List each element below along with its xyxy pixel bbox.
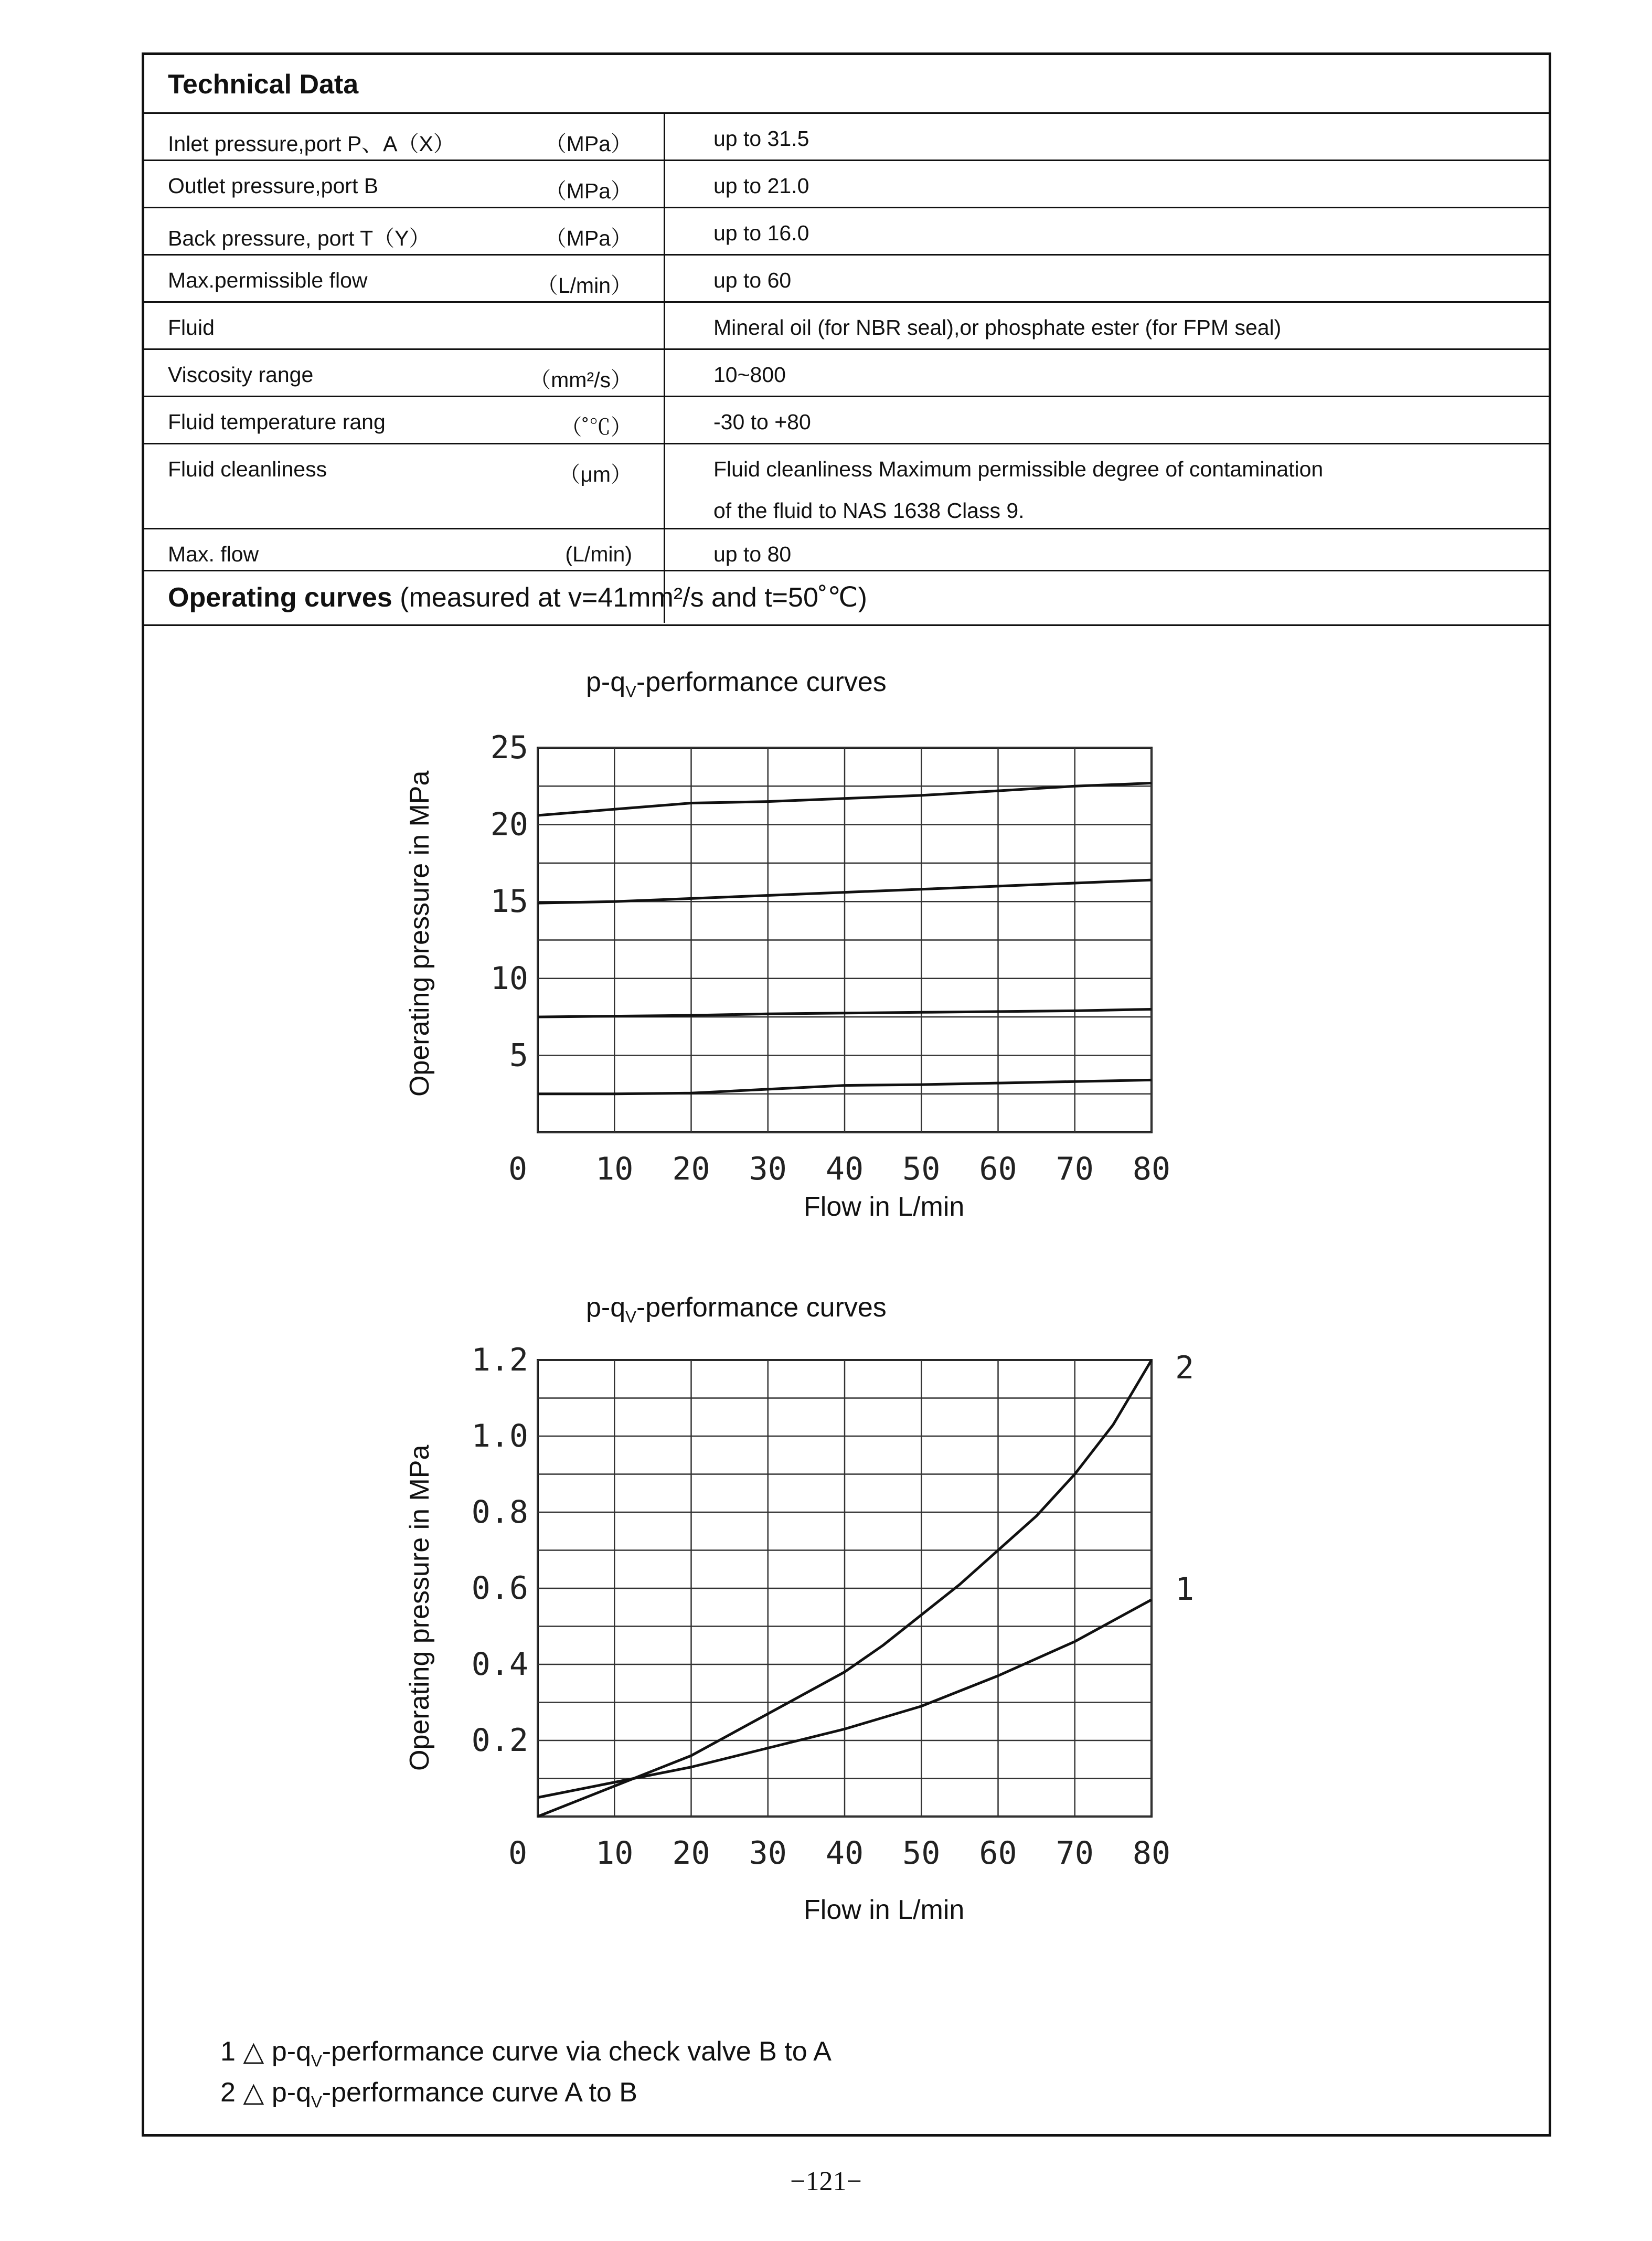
row-value-continued: of the fluid to NAS 1638 Class 9. bbox=[713, 498, 1025, 523]
row-value: Mineral oil (for NBR seal),or phosphate ester (for FPM seal) bbox=[713, 315, 1282, 339]
row-value: -30 to +80 bbox=[713, 410, 811, 434]
y-tick-label: 5 bbox=[509, 1037, 528, 1074]
operating-curves-title bbox=[168, 582, 867, 613]
x-tick-label: 30 bbox=[749, 1151, 787, 1187]
y-tick-label: 0.4 bbox=[471, 1646, 528, 1683]
chart1-title bbox=[586, 666, 887, 701]
x-tick-label: 20 bbox=[672, 1151, 710, 1187]
legend-1-pre: p-q bbox=[271, 2036, 311, 2067]
y-tick-label: 1.2 bbox=[471, 1342, 528, 1378]
y-tick-label: 1.0 bbox=[471, 1418, 528, 1454]
table-row bbox=[144, 161, 1549, 208]
x-tick-label: 0 bbox=[508, 1151, 528, 1187]
chart1-ylabel: Operating pressure in MPa bbox=[404, 770, 435, 1097]
row-value: up to 21.0 bbox=[713, 174, 809, 198]
x-tick-label: 40 bbox=[825, 1151, 864, 1187]
triangle-icon: △ bbox=[243, 2077, 264, 2108]
legend-2-pre: p-q bbox=[271, 2077, 311, 2108]
chart2-title-suffix: -performance curves bbox=[636, 1292, 887, 1323]
legend-1-number: 1 bbox=[220, 2036, 236, 2067]
x-tick-label: 30 bbox=[749, 1835, 787, 1872]
row-label: Max.permissible flow bbox=[168, 268, 368, 292]
row-unit: （MPa） bbox=[545, 132, 632, 156]
x-tick-label: 70 bbox=[1056, 1151, 1094, 1187]
x-tick-label: 50 bbox=[902, 1835, 941, 1872]
row-value: up to 80 bbox=[713, 542, 792, 566]
row-unit: （˚℃） bbox=[560, 415, 632, 439]
operating-curves-header bbox=[144, 569, 1549, 626]
row-label: Fluid cleanliness bbox=[168, 457, 327, 481]
row-unit: (L/min) bbox=[565, 542, 632, 566]
row-label: Fluid bbox=[168, 315, 215, 339]
series-label: 1 bbox=[1175, 1570, 1195, 1608]
y-tick-label: 25 bbox=[490, 729, 528, 766]
legend-1-sub: V bbox=[311, 2052, 322, 2070]
chart2-title-main: p-q bbox=[586, 1292, 626, 1323]
row-value: up to 60 bbox=[713, 268, 792, 292]
table-row bbox=[144, 529, 1549, 571]
row-label: Inlet pressure,port P、A（X） bbox=[168, 132, 455, 156]
x-tick-label: 60 bbox=[979, 1151, 1017, 1187]
page-number: −121− bbox=[790, 2166, 862, 2196]
chart2-ylabel: Operating pressure in MPa bbox=[404, 1445, 435, 1771]
triangle-icon: △ bbox=[243, 2036, 264, 2067]
x-tick-label: 40 bbox=[825, 1835, 864, 1872]
y-tick-label: 0.6 bbox=[471, 1570, 528, 1607]
series-label: 2 bbox=[1175, 1350, 1195, 1386]
x-tick-label: 80 bbox=[1132, 1835, 1171, 1872]
chart2-xlabel: Flow in L/min bbox=[804, 1895, 965, 1925]
table-row bbox=[144, 350, 1549, 397]
legend-line-2 bbox=[220, 2077, 637, 2111]
row-value: up to 16.0 bbox=[713, 221, 809, 245]
legend-1-text: -performance curve via check valve B to A bbox=[322, 2036, 832, 2067]
chart1-xlabel: Flow in L/min bbox=[804, 1192, 965, 1222]
chart1-title-suffix: -performance curves bbox=[636, 667, 887, 697]
table-row bbox=[144, 397, 1549, 444]
chart2-title-sub: V bbox=[625, 1308, 636, 1326]
y-tick-label: 0.8 bbox=[471, 1494, 528, 1531]
table-row bbox=[144, 256, 1549, 303]
row-label: Outlet pressure,port B bbox=[168, 174, 379, 198]
x-tick-label: 10 bbox=[595, 1151, 634, 1187]
chart2-title bbox=[586, 1292, 887, 1326]
x-tick-label: 20 bbox=[672, 1835, 710, 1872]
row-value: up to 31.5 bbox=[713, 126, 809, 151]
x-tick-label: 80 bbox=[1132, 1151, 1171, 1187]
y-tick-label: 10 bbox=[490, 960, 528, 997]
row-label: Back pressure, port T（Y） bbox=[168, 226, 431, 250]
x-tick-label: 70 bbox=[1056, 1835, 1094, 1872]
row-unit: （L/min） bbox=[536, 273, 632, 298]
table-row bbox=[144, 444, 1549, 529]
row-value: Fluid cleanliness Maximum permissible degree of contamination bbox=[713, 457, 1324, 481]
row-label: Max. flow bbox=[168, 542, 259, 566]
technical-data-title: Technical Data bbox=[168, 69, 359, 100]
table-row bbox=[144, 208, 1549, 256]
row-unit: （MPa） bbox=[545, 226, 632, 250]
y-tick-label: 20 bbox=[490, 806, 528, 843]
row-label: Fluid temperature rang bbox=[168, 410, 386, 434]
table-row bbox=[144, 303, 1549, 350]
x-tick-label: 0 bbox=[508, 1835, 528, 1872]
x-tick-label: 60 bbox=[979, 1835, 1017, 1872]
row-unit: （MPa） bbox=[545, 179, 632, 203]
row-value: 10~800 bbox=[713, 363, 786, 387]
row-unit: （mm²/s） bbox=[529, 368, 632, 392]
y-tick-label: 0.2 bbox=[471, 1722, 528, 1759]
x-tick-label: 50 bbox=[902, 1151, 941, 1187]
technical-data-header bbox=[144, 55, 1549, 114]
operating-curves-conditions: (measured at v=41mm²/s and t=50˚℃) bbox=[392, 582, 867, 613]
x-tick-label: 10 bbox=[595, 1835, 634, 1872]
table-row bbox=[144, 114, 1549, 161]
row-unit: （μm） bbox=[559, 462, 632, 486]
legend-2-number: 2 bbox=[220, 2077, 236, 2108]
row-label: Viscosity range bbox=[168, 363, 314, 387]
legend-2-sub: V bbox=[311, 2093, 322, 2111]
operating-curves-bold: Operating curves bbox=[168, 582, 392, 613]
technical-data-frame bbox=[142, 52, 1551, 2137]
legend-line-1 bbox=[220, 2036, 832, 2070]
y-tick-label: 15 bbox=[490, 883, 528, 920]
chart1-title-main: p-q bbox=[586, 667, 626, 697]
chart1-title-sub: V bbox=[625, 682, 636, 701]
legend-2-text: -performance curve A to B bbox=[322, 2077, 637, 2108]
